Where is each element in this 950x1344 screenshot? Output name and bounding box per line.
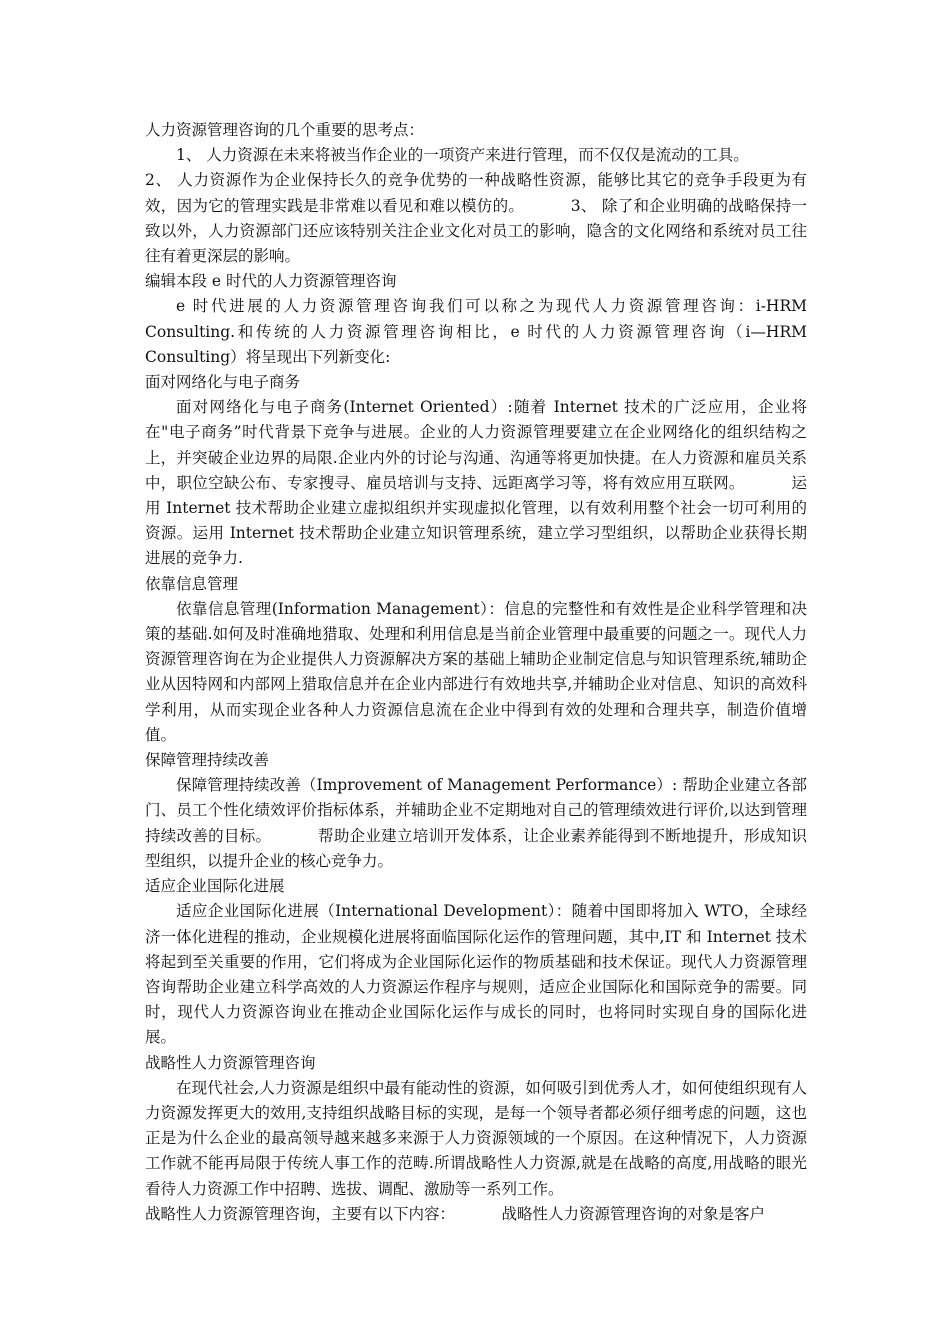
improvement-paragraph-a: 保障管理持续改善（Improvement of Management Performance）: 帮助企业建立各部门、员工个性化绩效评价指标体系，并辅助企业不定期地对自己的管理绩效进行评价,以达到管理持续改善的目标。 — [145, 776, 807, 845]
heading-strategy: 战略性人力资源管理咨询 — [145, 1053, 316, 1072]
heading-internet: 面对网络化与电子商务 — [145, 373, 301, 392]
point-2: 2、 人力资源作为企业保持长久的竞争优势的一种战略性资源，能够比其它的竞争手段更为有效，因为它的管理实践是非常难以看见和难以模仿的。 — [145, 171, 807, 215]
strategy-tail-a: 战略性人力资源管理咨询，主要有以下内容： — [145, 1204, 456, 1223]
info-paragraph: 依靠信息管理(Information Management）：信息的完整性和有效性是企业科学管理和决策的基础.如何及时准确地猎取、处理和利用信息是当前企业管理中最重要的问题之一。现代人力资源管理咨询在为企业提供人力资源解决方案的基础上辅助企业制定信息与知识管理系统,辅助企业从因特网和内部网上猎取信息并在企业内部进行有效地共享,并辅助企业对信息、知识的高效科学利用，从而实现企业各种人力资源信息流在企业中得到有效的处理和合理共享，制造价值增值。 — [145, 599, 807, 744]
heading-improvement: 保障管理持续改善 — [145, 751, 270, 770]
international-paragraph: 适应企业国际化进展（International Development）：随着中国即将加入 WTO，全球经济一体化进程的推动，企业规模化进展将面临国际化运作的管理问题，其中,IT 和 Internet 技术将起到至关重要的作用，它们将成为企业国际化运作的物质基础和技术保证。现代人力资源管理咨询帮助企业建立科学高效的人力资源运作程序与规则，适应企业国际化和国际竞争的需要。同时，现代人力资源咨询业在推动企业国际化运作与成长的同时，也将同时实现自身的国际化进展。 — [145, 902, 807, 1047]
strategy-tail-line — [145, 1202, 807, 1227]
strategy-tail-b: 战略性人力资源管理咨询的对象是客户 — [501, 1204, 766, 1223]
point-3: 3、 除了和企业明确的战略保持一致以外，人力资源部门还应该特别关注企业文化对员工的影响，隐含的文化网络和系统对员工往往有着更深层的影响。 — [145, 196, 807, 266]
improvement-paragraph — [145, 773, 807, 874]
internet-paragraph — [145, 395, 807, 571]
internet-paragraph-a: 面对网络化与电子商务(Internet Oriented）:随着 Internet 技术的广泛应用，企业将在"电子商务”时代背景下竞争与进展。企业的人力资源管理要建立在企业网络化的组织结构之上，并突破企业边界的局限.企业内外的讨论与沟通、沟通等将更加快捷。在人力资源和雇员关系中，职位空缺公布、专家搜寻、雇员培训与支持、远距离学习等，将有效应用互联网。 — [145, 398, 807, 492]
heading-info-management: 依靠信息管理 — [145, 574, 239, 593]
intro-title: 人力资源管理咨询的几个重要的思考点： — [145, 121, 425, 139]
point-1: 1、 人力资源在未来将被当作企业的一项资产来进行管理，而不仅仅是流动的工具。 — [176, 146, 749, 165]
strategy-paragraph: 在现代社会,人力资源是组织中最有能动性的资源，如何吸引到优秀人才，如何使组织现有人力资源发挥更大的效用,支持组织战略目标的实现，是每一个领导者都必须仔细考虑的问题，这也正是为什么企业的最高领导越来越多来源于人力资源领域的一个原因。在这种情况下，人力资源工作就不能再局限于传统人事工作的范畴.所谓战略性人力资源,就是在战略的高度,用战略的眼光看待人力资源工作中招聘、选拔、调配、激励等一系列工作。 — [145, 1078, 807, 1198]
ehrm-paragraph: e 时代进展的人力资源管理咨询我们可以称之为现代人力资源管理咨询：i-HRM Consulting.和传统的人力资源管理咨询相比，e 时代的人力资源管理咨询（i—HRM Consulting）将呈现出下列新变化: — [145, 297, 807, 366]
improvement-paragraph-b: 帮助企业建立培训开发体系，让企业素养能得到不断地提升，形成知识型组织，以提升企业的核心竞争力。 — [145, 826, 807, 870]
section-heading-ehrm: 编辑本段 e 时代的人力资源管理咨询 — [145, 272, 397, 291]
points-2-3-paragraph — [145, 168, 807, 269]
heading-international: 适应企业国际化进展 — [145, 877, 285, 896]
internet-paragraph-b: 运用 Internet 技术帮助企业建立虚拟组织并实现虚拟化管理，以有效利用整个社会一切可利用的资源。运用 Internet 技术帮助企业建立知识管理系统，建立学习型组织，以帮助企业获得长期进展的竞争力. — [145, 473, 807, 568]
document-body — [145, 118, 807, 1227]
